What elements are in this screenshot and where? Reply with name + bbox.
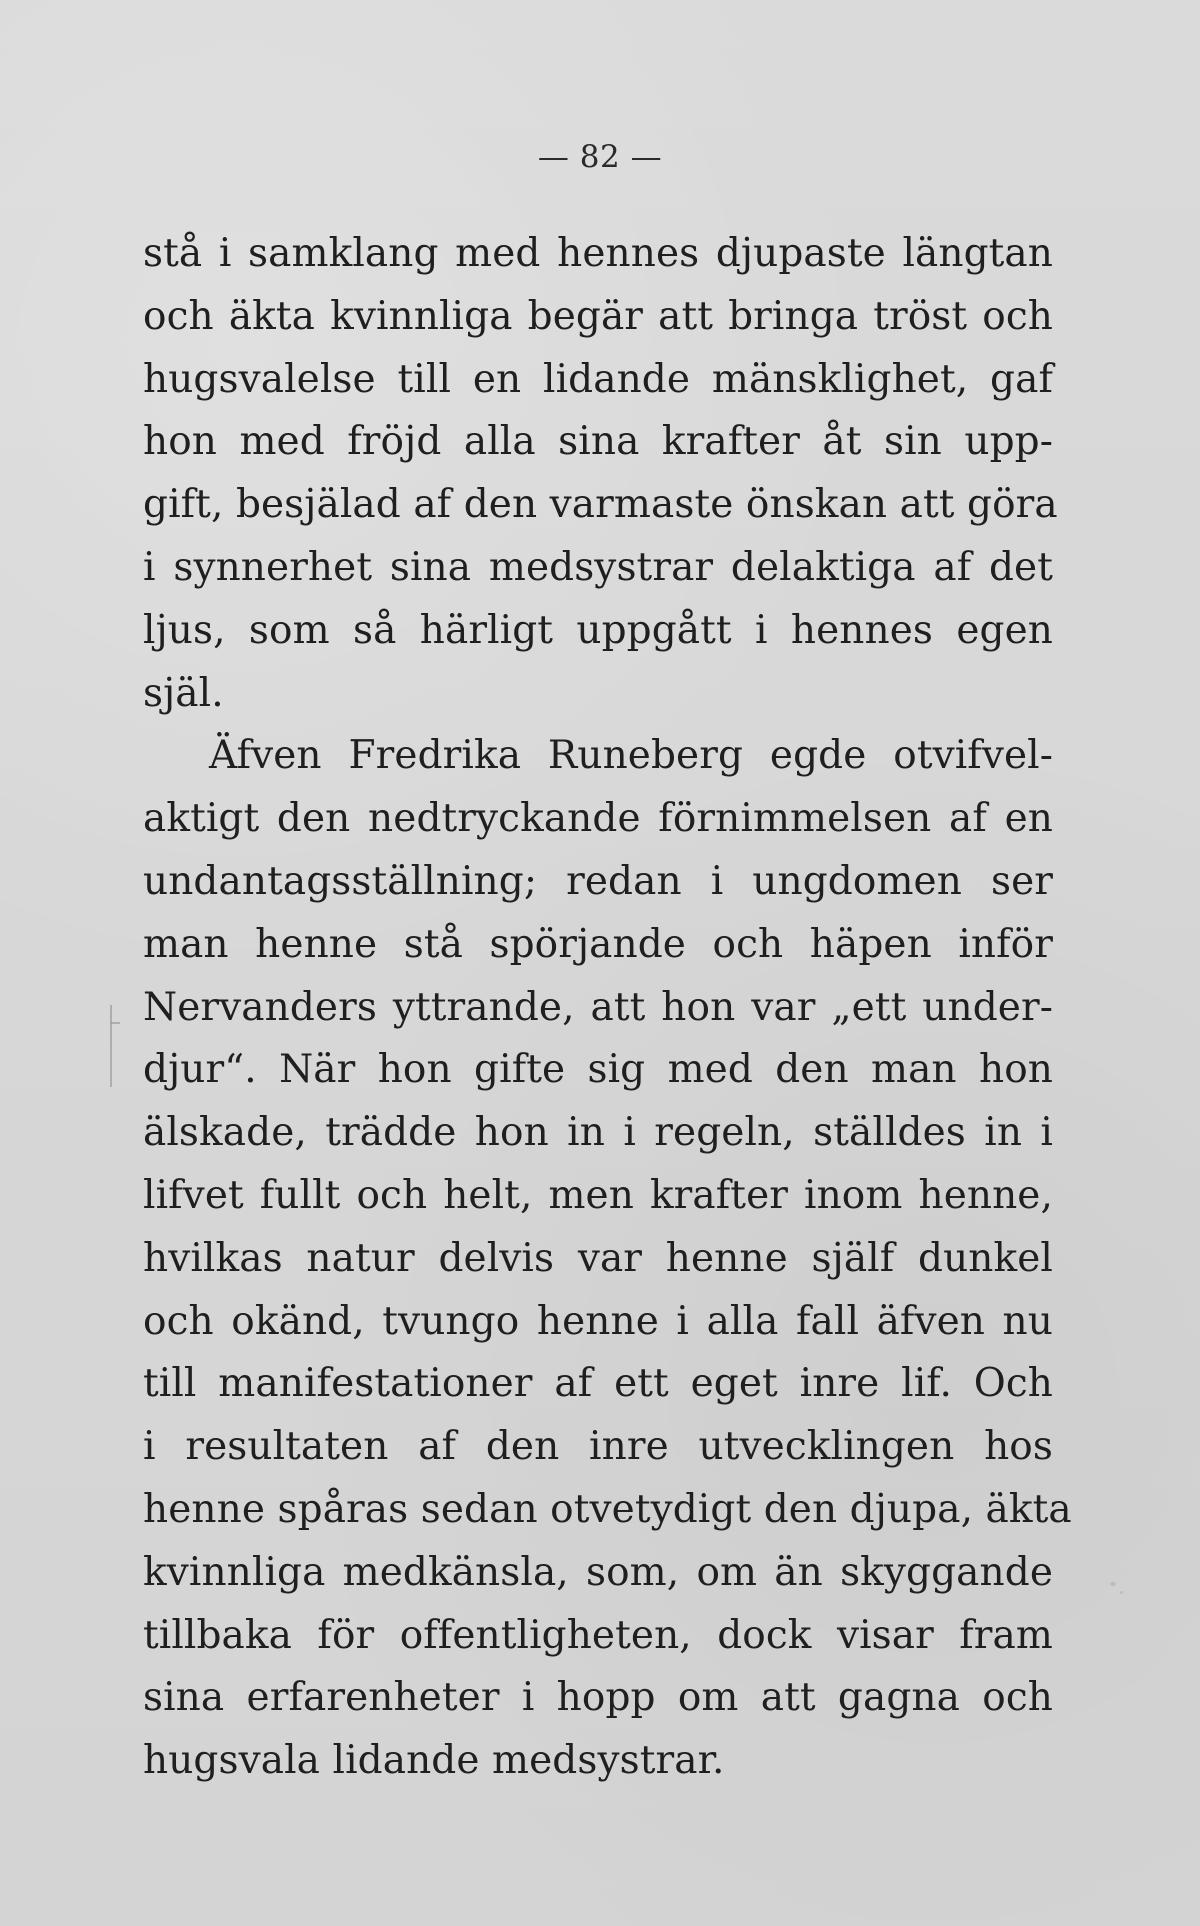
margin-mark — [111, 1022, 120, 1024]
text-line: och äkta kvinnliga begär att bringa tröst och — [143, 293, 1053, 339]
text-line: hvilkas natur delvis var henne själf dunkel — [143, 1235, 1053, 1281]
text-line: man henne stå spörjande och häpen inför — [143, 921, 1053, 967]
page-number: — 82 — — [537, 139, 663, 175]
text-line: Nervanders yttrande, att hon var „ett under- — [143, 984, 1053, 1030]
text-line: och okänd, tvungo henne i alla fall äfven nu — [143, 1298, 1053, 1344]
text-line: kvinnliga medkänsla, som, om än skyggande — [143, 1549, 1053, 1595]
paper-speck — [1110, 1582, 1116, 1586]
text-line: djur“. När hon gifte sig med den man hon — [143, 1047, 1053, 1093]
text-line: ljus, som så härligt uppgått i hennes egen — [143, 607, 1053, 653]
text-line: till manifestationer af ett eget inre lif. Och — [143, 1361, 1053, 1407]
paper-speck — [1120, 1591, 1123, 1594]
text-line: i synnerhet sina medsystrar delaktiga af det — [143, 544, 1053, 590]
text-line: stå i samklang med hennes djupaste längtan — [143, 231, 1053, 276]
body-text — [143, 223, 1072, 1793]
margin-mark — [110, 1005, 112, 1087]
text-line: i resultaten af den inre utvecklingen hos — [143, 1424, 1053, 1470]
text-line: tillbaka för offentligheten, dock visar fram — [143, 1612, 1053, 1658]
text-line: lifvet fullt och helt, men krafter inom henne, — [143, 1172, 1053, 1218]
text-line: sina erfarenheter i hopp om att gagna och — [143, 1675, 1053, 1721]
text-line: undantagsställning; redan i ungdomen ser — [143, 858, 1053, 904]
paragraph-end-line: hugsvala lidande medsystrar. — [143, 1738, 725, 1784]
text-line: aktigt den nedtryckande förnimmelsen af en — [143, 796, 1053, 842]
paragraph-end-line: själ. — [143, 670, 224, 716]
text-line: hon med fröjd alla sina krafter åt sin upp- — [143, 419, 1053, 465]
text-line: henne spåras sedan otvetydigt den djupa, äkta — [143, 1486, 1072, 1532]
text-line: gift, besjälad af den varmaste önskan att göra — [143, 482, 1058, 528]
paragraph-start-line: Äfven Fredrika Runeberg egde otvifvel- — [209, 733, 1053, 779]
text-line: älskade, trädde hon in i regeln, ställdes in i — [143, 1110, 1053, 1156]
text-line: hugsvalelse till en lidande mänsklighet, gaf — [143, 356, 1053, 402]
